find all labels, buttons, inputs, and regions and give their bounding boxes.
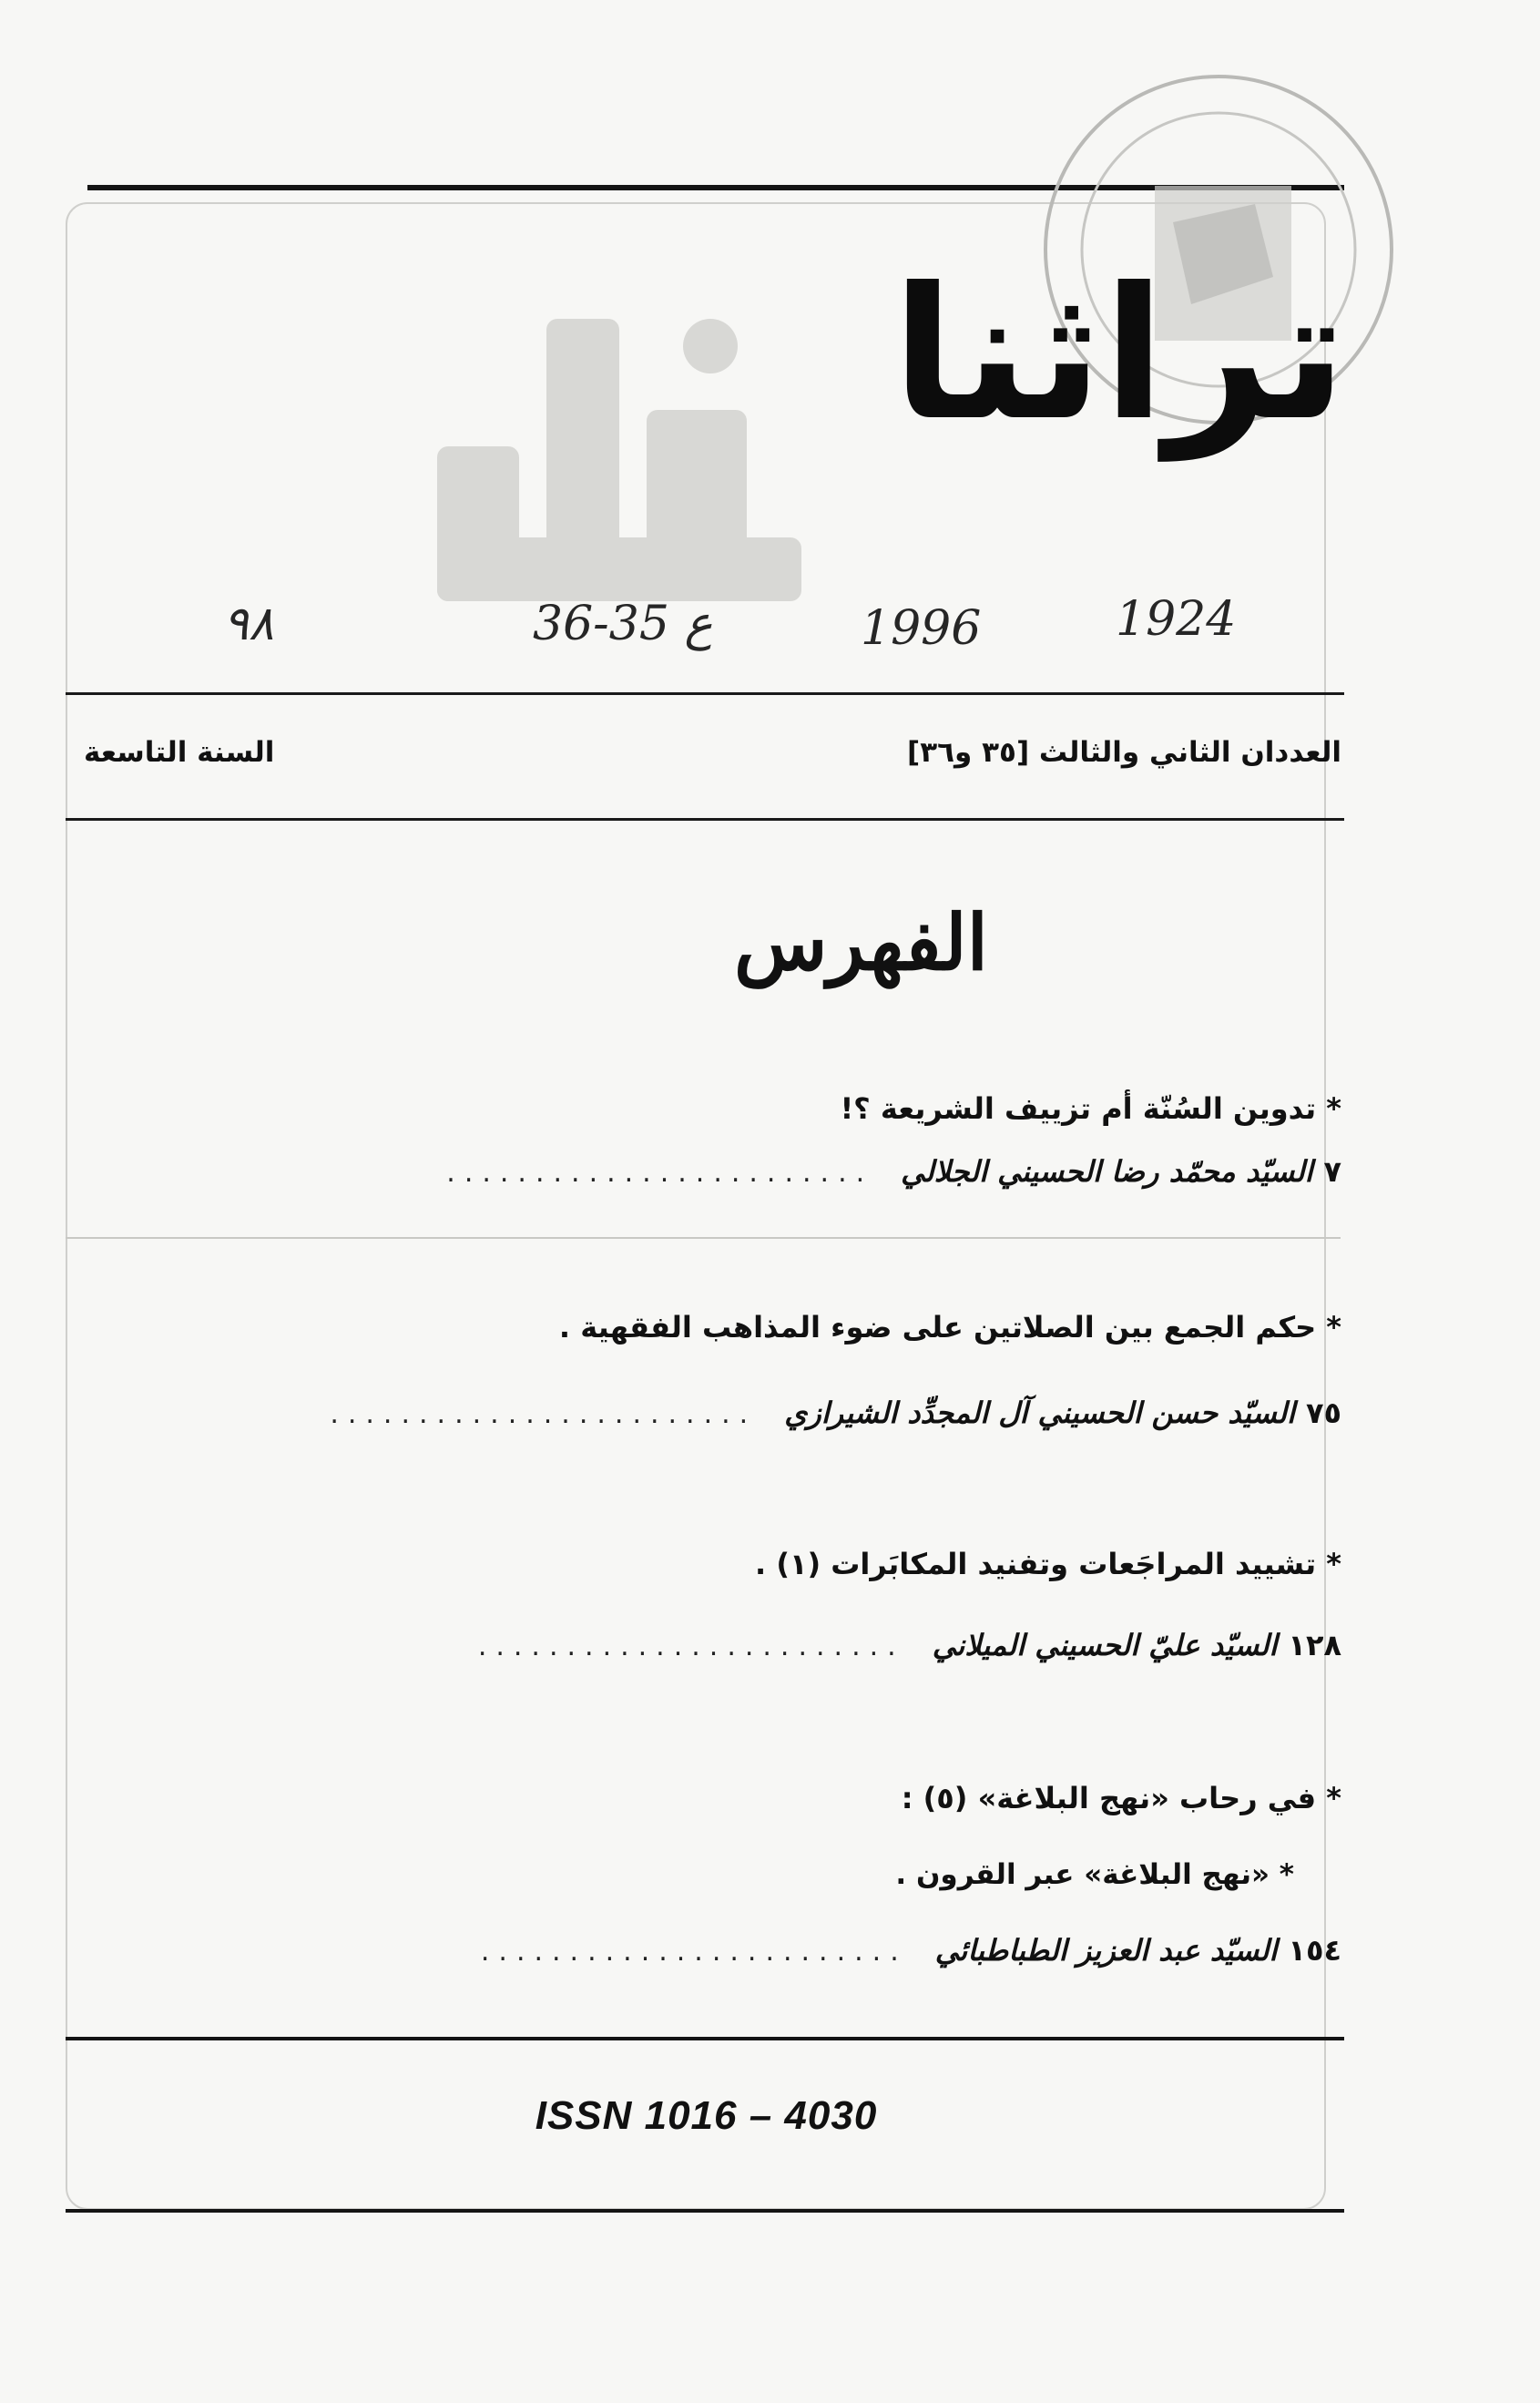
year-label: السنة التاسعة	[84, 736, 275, 769]
issue-rule-top	[66, 692, 1344, 695]
faint-divider	[66, 1237, 1341, 1239]
index-heading: الفهرس	[733, 897, 989, 987]
toc-entry-title: * حكم الجمع بين الصلاتين على ضوء المذاهب الفقهية .	[558, 1310, 1341, 1345]
issn-number: ISSN 1016 – 4030	[535, 2093, 878, 2138]
toc-entry-title: * تدوين السُنّة أم تزييف الشريعة ؟!	[840, 1091, 1341, 1126]
toc-leader-dots: ........................	[330, 1398, 758, 1430]
toc-entry-page: ٧٥	[1305, 1396, 1341, 1430]
toc-entry-author: السيّد عليّ الحسيني الميلاني	[932, 1628, 1278, 1662]
toc-entry-subtitle: * «نهج البلاغة» عبر القرون .	[895, 1858, 1294, 1891]
issn-rule-top	[66, 2037, 1344, 2040]
toc-entry-author-line	[158, 1385, 1341, 1430]
toc-entry-page: ١٥٤	[1288, 1933, 1341, 1968]
toc-entry-author-line	[158, 1617, 1341, 1662]
toc-entry-author-line	[158, 1922, 1341, 1968]
toc-leader-dots: ........................	[480, 1936, 908, 1968]
toc-leader-dots: ........................	[446, 1157, 874, 1189]
handwritten-year-ad: 1996	[861, 601, 982, 656]
issue-label: العددان الثاني والثالث [٣٥ و٣٦]	[907, 736, 1341, 769]
journal-title: تراثنا	[892, 249, 1347, 461]
toc-entry-author: السيّد محمّد رضا الحسيني الجلالي	[901, 1154, 1313, 1189]
toc-entry-page: ١٢٨	[1288, 1628, 1341, 1662]
toc-leader-dots: ........................	[477, 1631, 905, 1662]
issue-rule-bottom	[66, 818, 1344, 821]
toc-entry-author-line	[158, 1143, 1341, 1189]
handwritten-number: ٩٨	[223, 597, 274, 651]
handwritten-year-hijri: 1924	[1116, 592, 1237, 647]
toc-entry-author: السيّد حسن الحسيني آل المجدِّد الشيرازي	[784, 1396, 1295, 1430]
toc-entry-author: السيّد عبد العزيز الطباطبائي	[934, 1933, 1278, 1968]
ghost-watermark	[428, 301, 811, 601]
toc-entry-title: * في رحاب «نهج البلاغة» (٥) :	[901, 1781, 1341, 1815]
handwritten-issues: 36-35 ع	[533, 597, 713, 651]
issn-rule-bottom	[66, 2209, 1344, 2213]
toc-entry-page: ٧	[1323, 1154, 1341, 1189]
toc-entry-title: * تشييد المراجَعات وتفنيد المكابَرات (١) .	[755, 1547, 1341, 1581]
